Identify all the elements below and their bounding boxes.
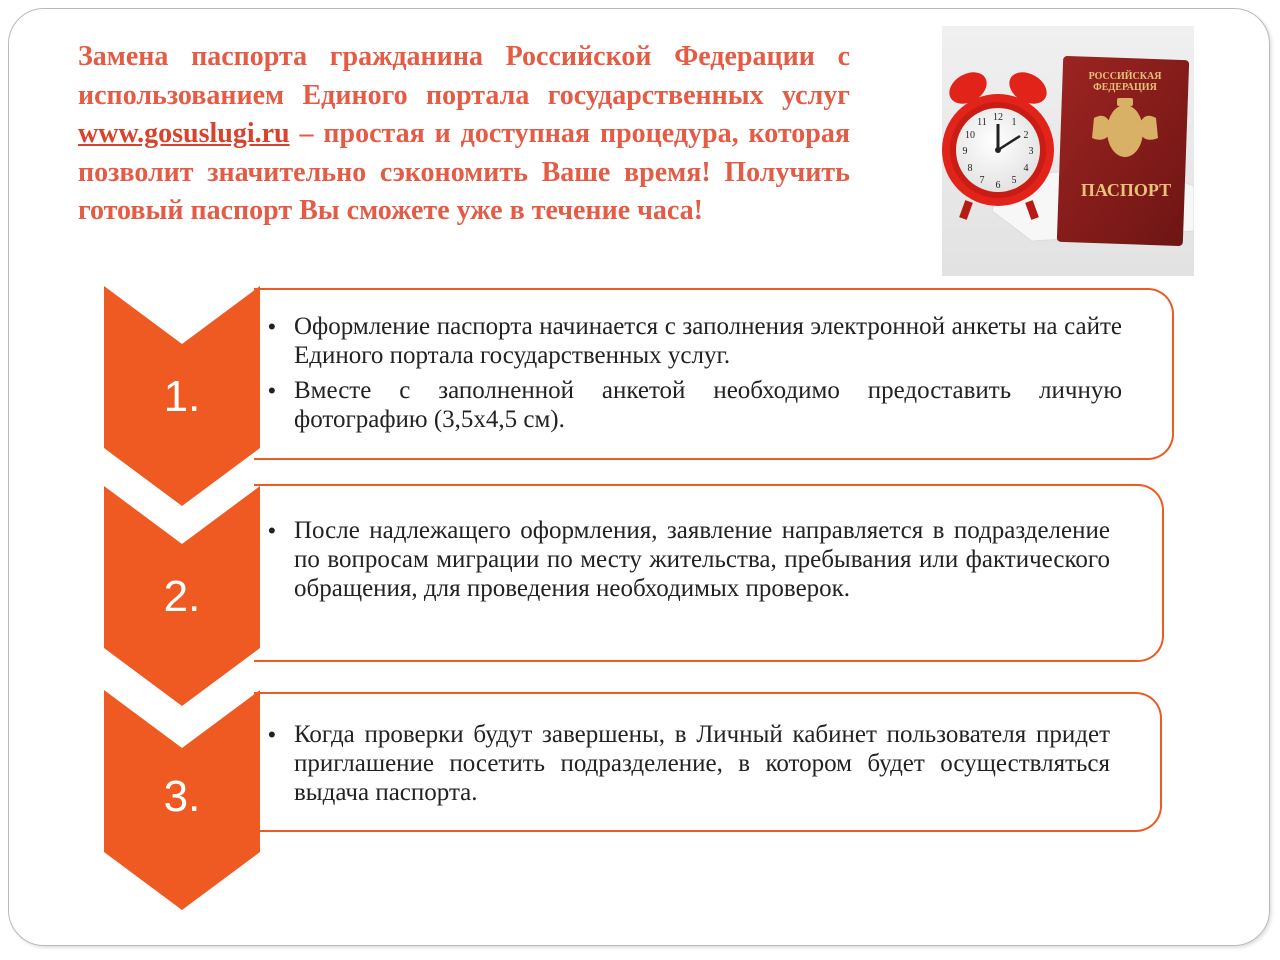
svg-text:12: 12 xyxy=(993,112,1003,123)
svg-text:3: 3 xyxy=(1028,146,1034,157)
passport-top-text: РОССИЙСКАЯ xyxy=(1088,71,1162,82)
svg-text:1: 1 xyxy=(1011,117,1017,128)
passport-icon xyxy=(1057,56,1189,246)
step-1-number: 1. xyxy=(163,372,201,421)
list-item: • Когда проверки будут завершены, в Личный кабинет пользователя придет приглашение посетить подразделение, в котором будет осуществляться выдача паспорта. xyxy=(254,720,1110,807)
step-1-list xyxy=(254,312,1122,440)
svg-text:9: 9 xyxy=(962,146,968,157)
list-item: • Оформление паспорта начинается с заполнения электронной анкеты на сайте Единого портала государственных услуг. xyxy=(254,312,1122,370)
svg-text:2: 2 xyxy=(1023,130,1029,141)
list-item: • После надлежащего оформления, заявление направляется в подразделение по вопросам миграции по месту жительства, пребывания или фактического обращения, для проведения необходимых проверок. xyxy=(254,516,1110,603)
passport-clock-photo xyxy=(942,26,1194,276)
step-2-box xyxy=(254,484,1164,662)
step-3-box xyxy=(254,692,1162,832)
svg-text:10: 10 xyxy=(965,130,975,141)
step-3-number: 3. xyxy=(163,772,201,821)
step-1-box xyxy=(254,288,1174,460)
step-2-chevron xyxy=(104,486,260,706)
step-3-chevron xyxy=(104,690,260,910)
step-1-chevron xyxy=(104,286,260,506)
photo-illustration xyxy=(942,26,1194,276)
svg-text:7: 7 xyxy=(979,175,985,186)
svg-text:5: 5 xyxy=(1011,175,1017,186)
list-item: • Вместе с заполненной анкетой необходимо предоставить личную фотографию (3,5х4,5 см). xyxy=(254,376,1122,434)
page-headline xyxy=(78,38,850,231)
passport-title: ПАСПОРТ xyxy=(1080,180,1172,200)
svg-text:4: 4 xyxy=(1023,163,1029,174)
step-2-list xyxy=(254,516,1110,609)
gosuslugi-link[interactable]: www.gosuslugi.ru xyxy=(78,118,290,149)
svg-text:8: 8 xyxy=(967,163,973,174)
headline-text-end: – простая и доступная процедура, которая позволит значительно сэкономить Ваше время! Получить готовый паспорт Вы сможете уже в течение часа! xyxy=(78,118,850,226)
step-3-list xyxy=(254,720,1110,813)
step-2-number: 2. xyxy=(163,572,201,621)
svg-text:6: 6 xyxy=(995,180,1001,191)
svg-text:ФЕДЕРАЦИЯ: ФЕДЕРАЦИЯ xyxy=(1093,82,1157,93)
svg-text:11: 11 xyxy=(977,117,987,128)
headline-text-start: Замена паспорта гражданина Российской Федерации с использованием Единого портала государственных услуг xyxy=(78,41,850,111)
